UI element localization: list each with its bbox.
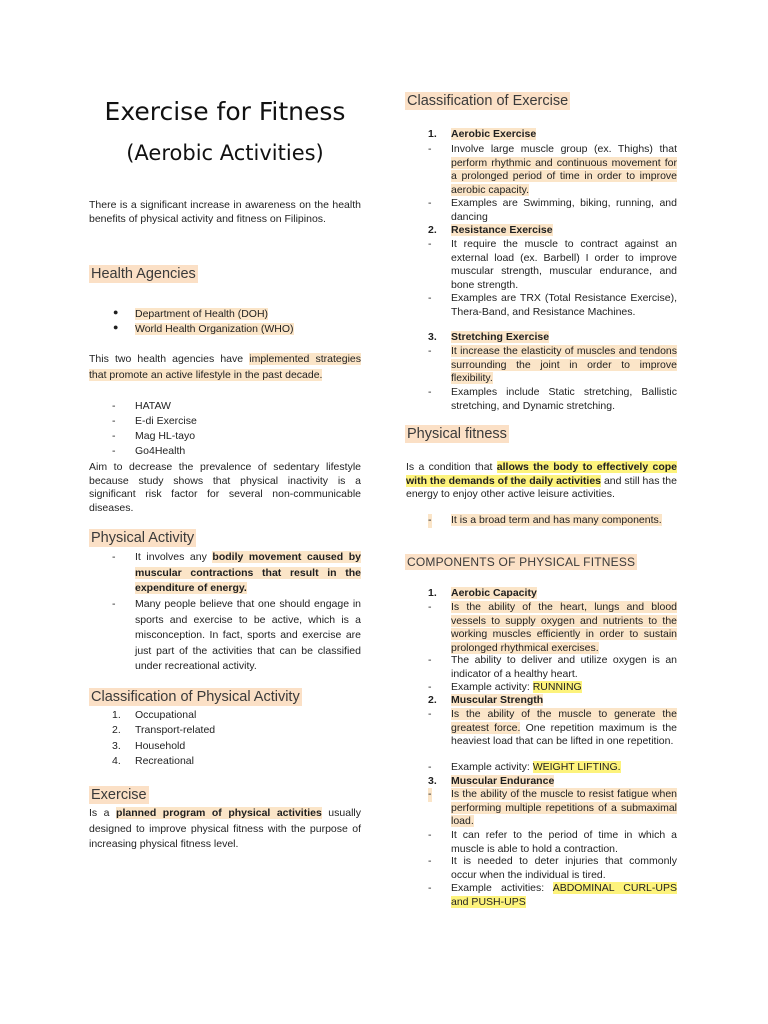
list-item: 1. Aerobic Capacity bbox=[428, 587, 537, 599]
list-item: 3. Muscular Endurance bbox=[428, 775, 555, 787]
list-item: ● World Health Organization (WHO) bbox=[113, 322, 294, 335]
list-item: - Involve large muscle group (ex. Thighs) that perform rhythmic and continuous movement for a prolonged period of time in order to improve aerobic capacity. bbox=[428, 143, 677, 196]
list-item: - It is needed to deter injuries that commonly occur when the individual is tired. bbox=[428, 855, 677, 881]
heading-physical-fitness: Physical fitness bbox=[407, 426, 507, 442]
list-item: - The ability to deliver and utilize oxygen is an indicator of a healthy heart. bbox=[428, 654, 677, 680]
heading-classification-physical-activity: Classification of Physical Activity bbox=[91, 689, 300, 705]
list-item: - Examples are TRX (Total Resistance Exercise), Thera-Band, and Resistance Machines. bbox=[428, 292, 677, 318]
list-item: - E-di Exercise bbox=[112, 415, 197, 427]
list-item: - It increase the elasticity of muscles and tendons surrounding the joint in order to improve flexibility. bbox=[428, 345, 677, 384]
list-item: 3. Stretching Exercise bbox=[428, 331, 550, 343]
heading-physical-activity: Physical Activity bbox=[91, 530, 195, 546]
list-item: - Examples are Swimming, biking, running, and dancing bbox=[428, 197, 677, 223]
list-item: ● Department of Health (DOH) bbox=[113, 307, 269, 320]
list-item: - Is the ability of the muscle to resist fatigue when performing multiple repetitions of a submaximal load. bbox=[428, 788, 677, 827]
list-item: - Mag HL-tayo bbox=[112, 430, 196, 442]
list-item: - It is a broad term and has many components. bbox=[428, 514, 662, 526]
page-subtitle: (Aerobic Activities) bbox=[126, 141, 324, 165]
page-title: Exercise for Fitness bbox=[104, 97, 346, 126]
list-item: 4. Recreational bbox=[112, 755, 194, 767]
heading-health-agencies: Health Agencies bbox=[91, 266, 196, 282]
heading-classification-exercise: Classification of Exercise bbox=[407, 93, 569, 109]
list-item: - Go4Health bbox=[112, 445, 186, 457]
intro-paragraph: There is a significant increase in awareness on the health benefits of physical activity and fitness on Filipinos. bbox=[89, 199, 361, 225]
list-item: - Example activities: ABDOMINAL CURL-UPS and PUSH-UPS bbox=[428, 882, 677, 908]
agencies-paragraph: This two health agencies have implemented strategies that promote an active lifestyle in the past decade. bbox=[89, 353, 361, 381]
list-item: 2. Muscular Strength bbox=[428, 694, 544, 706]
list-item: - Many people believe that one should engage in sports and exercise to be active, which is a misconception. In fact, sports and exercise are just part of the activities that can be classified under recreational activity. bbox=[112, 598, 361, 672]
list-item: 2. Resistance Exercise bbox=[428, 224, 553, 236]
list-item: - Examples include Static stretching, Ballistic stretching, and Dynamic stretching. bbox=[428, 386, 677, 412]
heading-exercise: Exercise bbox=[91, 787, 147, 803]
physical-fitness-paragraph: Is a condition that allows the body to effectively cope with the demands of the daily activities and still has the energy to enjoy other active leisure activities. bbox=[406, 461, 677, 500]
list-item: - Example activity: RUNNING bbox=[428, 681, 582, 693]
list-item: - It involves any bodily movement caused by muscular contractions that result in the expenditure of energy. bbox=[112, 551, 362, 594]
list-item: - Is the ability of the muscle to generate the greatest force. One repetition maximum is the heaviest load that can be lifted in one repetition. bbox=[428, 708, 678, 747]
list-item: - Example activity: WEIGHT LIFTING. bbox=[428, 761, 621, 773]
exercise-paragraph: Is a planned program of physical activities usually designed to improve physical fitness with the purpose of increasing physical fitness level. bbox=[89, 807, 361, 850]
aim-paragraph: Aim to decrease the prevalence of sedentary lifestyle because study shows that physical inactivity is a significant risk factor for several non-communicable diseases. bbox=[89, 461, 361, 514]
list-item: - HATAW bbox=[112, 400, 171, 412]
list-item: 2. Transport-related bbox=[112, 724, 216, 736]
list-item: - It require the muscle to contract against an external load (ex. Barbell) I order to improve muscular strength, muscular endurance, and bone strength. bbox=[428, 238, 677, 291]
list-item: 1. Aerobic Exercise bbox=[428, 128, 537, 140]
list-item: 3. Household bbox=[112, 740, 186, 752]
heading-components: COMPONENTS OF PHYSICAL FITNESS bbox=[407, 555, 636, 569]
bullet-icon: ● bbox=[113, 307, 119, 317]
list-item: - Is the ability of the heart, lungs and blood vessels to supply oxygen and nutrients to the working muscles efficiently in order to sustain prolonged rhythmical exercises. bbox=[428, 601, 677, 654]
list-item: 1. Occupational bbox=[112, 709, 197, 721]
bullet-icon: ● bbox=[113, 322, 119, 332]
list-item: - It can refer to the period of time in which a muscle is able to hold a contraction. bbox=[428, 829, 677, 855]
